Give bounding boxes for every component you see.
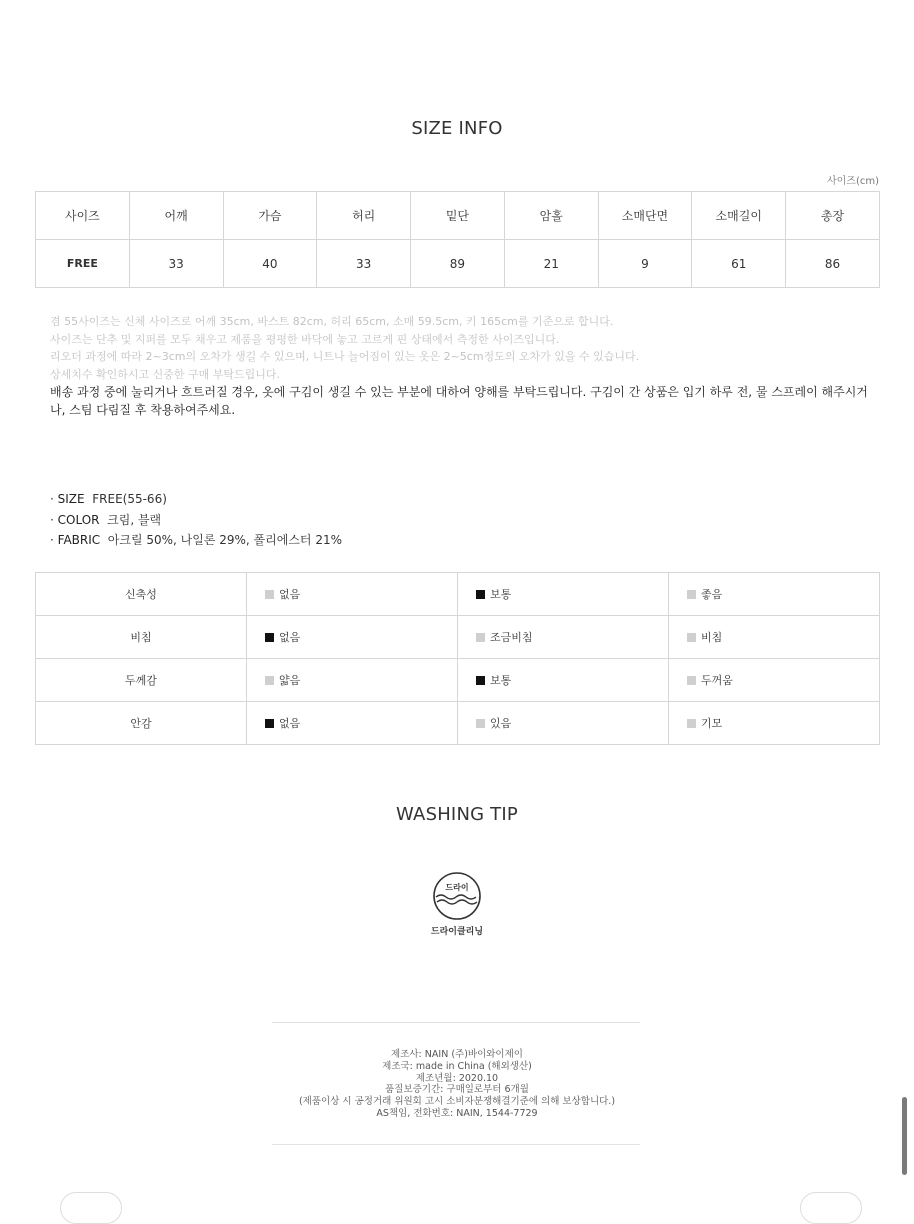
attribute-option	[458, 702, 669, 745]
attribute-row	[36, 573, 880, 616]
option-label: 있음	[490, 717, 512, 730]
size-header-cell: 사이즈	[36, 192, 130, 240]
footer-line: (제품이상 시 공정거래 위원회 고시 소비자분쟁해결기준에 의해 보상합니다.)	[298, 1096, 616, 1108]
spec-size: · SIZE FREE(55-66)	[50, 492, 167, 506]
dry-clean-icon	[432, 871, 482, 921]
dry-clean-icon-text: 드라이	[445, 883, 469, 892]
checkbox-icon	[265, 719, 274, 728]
checkbox-icon	[687, 633, 696, 642]
note-line: 겸 55사이즈는 신체 사이즈로 어깨 35cm, 바스트 82cm, 허리 65cm, 소매 59.5cm, 키 165cm를 기준으로 합니다.	[50, 315, 614, 328]
size-table-row	[36, 240, 880, 288]
divider	[272, 1022, 640, 1023]
size-value-cell: 89	[411, 240, 505, 288]
shipping-notice: 배송 과정 중에 눌리거나 흐트러질 경우, 옷에 구김이 생길 수 있는 부분에 대하여 양해를 부탁드립니다. 구김이 간 상품은 입기 하루 전, 물 스프레이 해주시거나, 스팀 다림질 후 착용하여주세요.	[50, 385, 868, 417]
attribute-row	[36, 702, 880, 745]
washing-tip-title: WASHING TIP	[396, 804, 518, 825]
footer-line: 제조사: NAIN (주)바이와이제이	[391, 1049, 523, 1060]
size-value-cell: 21	[504, 240, 598, 288]
attribute-option	[458, 616, 669, 659]
dry-clean-label: 드라이클리닝	[430, 927, 484, 937]
spec-fabric: · FABRIC 아크릴 50%, 나일론 29%, 폴리에스터 21%	[50, 533, 343, 547]
attribute-label: 비침	[36, 616, 247, 659]
footer-line: 제조국: made in China (해외생산)	[382, 1060, 532, 1072]
checkbox-icon	[476, 676, 485, 685]
option-label: 기모	[701, 717, 723, 730]
size-table	[35, 191, 880, 288]
option-label: 없음	[279, 631, 301, 644]
size-header-cell: 어깨	[129, 192, 223, 240]
checkbox-icon	[265, 633, 274, 642]
attribute-option	[247, 616, 458, 659]
option-label: 비침	[701, 631, 723, 644]
next-button[interactable]	[800, 1192, 862, 1224]
attribute-option	[247, 659, 458, 702]
checkbox-icon	[265, 676, 274, 685]
footer-line: AS책임, 전화번호: NAIN, 1544-7729	[376, 1107, 538, 1119]
size-header-cell: 가슴	[223, 192, 317, 240]
option-label: 두꺼움	[701, 674, 733, 687]
size-header-cell: 총장	[786, 192, 880, 240]
attribute-option	[458, 573, 669, 616]
attribute-row	[36, 659, 880, 702]
footer-line: 품질보증기간: 구매일로부터 6개월	[385, 1084, 529, 1096]
size-value-cell: 33	[317, 240, 411, 288]
note-line: 리오더 과정에 따라 2~3cm의 오차가 생길 수 있으며, 니트나 늘어짐이 있는 옷은 2~5cm정도의 오차가 있을 수 있습니다.	[50, 350, 640, 363]
footer-line: 제조년월: 2020.10	[415, 1072, 499, 1084]
attribute-label: 신축성	[36, 573, 247, 616]
option-label: 보통	[490, 588, 512, 601]
size-table-header-row	[36, 192, 880, 240]
divider	[272, 1144, 640, 1145]
spec-fabric-label: FABRIC	[57, 533, 101, 547]
size-header-cell: 허리	[317, 192, 411, 240]
checkbox-icon	[476, 633, 485, 642]
size-header-cell: 소매단면	[598, 192, 692, 240]
option-label: 좋음	[701, 588, 723, 601]
spec-size-value: FREE(55-66)	[92, 492, 167, 506]
attribute-option	[458, 659, 669, 702]
size-value-cell: 33	[129, 240, 223, 288]
attribute-option	[247, 702, 458, 745]
attribute-option	[669, 702, 880, 745]
option-label: 얇음	[279, 674, 301, 687]
checkbox-icon	[265, 590, 274, 599]
attribute-label: 두께감	[36, 659, 247, 702]
checkbox-icon	[687, 676, 696, 685]
option-label: 없음	[279, 588, 301, 601]
size-value-cell: 40	[223, 240, 317, 288]
spec-color: · COLOR 크림, 블랙	[50, 512, 162, 527]
scrollbar[interactable]	[902, 1097, 907, 1175]
attribute-option	[669, 616, 880, 659]
spec-color-label: COLOR	[57, 512, 100, 527]
size-value-cell: 86	[786, 240, 880, 288]
attribute-label: 안감	[36, 702, 247, 745]
manufacturer-info	[0, 1049, 914, 1120]
note-line: 사이즈는 단추 및 지퍼를 모두 채우고 제품을 평평한 바닥에 놓고 고르게 핀 상태에서 측정한 사이즈입니다.	[50, 332, 560, 346]
attribute-row	[36, 616, 880, 659]
size-header-cell: 밑단	[411, 192, 505, 240]
option-label: 조금비침	[490, 631, 533, 644]
checkbox-icon	[687, 590, 696, 599]
attribute-table	[35, 572, 880, 745]
note-line: 상세치수 확인하시고 신중한 구매 부탁드립니다.	[50, 367, 281, 381]
attribute-option	[669, 573, 880, 616]
size-unit-label: 사이즈(cm)	[826, 176, 879, 187]
size-value-cell: 9	[598, 240, 692, 288]
size-notes	[50, 313, 880, 419]
size-header-cell: 암홀	[504, 192, 598, 240]
size-value-cell: 61	[692, 240, 786, 288]
spec-fabric-value: 아크릴 50%, 나일론 29%, 폴리에스터 21%	[107, 533, 343, 547]
option-label: 없음	[279, 717, 301, 730]
product-spec	[50, 489, 342, 551]
prev-button[interactable]	[60, 1192, 122, 1224]
option-label: 보통	[490, 674, 512, 687]
checkbox-icon	[476, 590, 485, 599]
checkbox-icon	[687, 719, 696, 728]
spec-color-value: 크림, 블랙	[107, 512, 162, 527]
size-info-title: SIZE INFO	[411, 118, 503, 139]
attribute-option	[669, 659, 880, 702]
spec-size-label: SIZE	[57, 492, 85, 506]
attribute-option	[247, 573, 458, 616]
checkbox-icon	[476, 719, 485, 728]
size-row-label: FREE	[36, 240, 130, 288]
size-header-cell: 소매길이	[692, 192, 786, 240]
